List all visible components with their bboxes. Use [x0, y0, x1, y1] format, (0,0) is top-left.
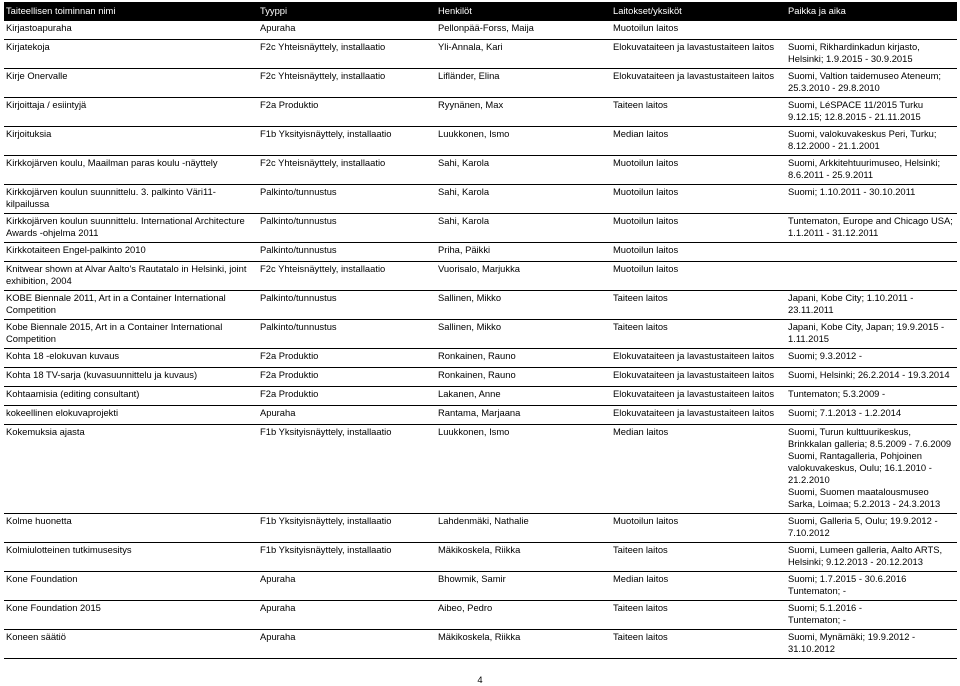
cell-type: Palkinto/tunnustus — [258, 185, 436, 214]
cell-people: Sahi, Karola — [436, 185, 611, 214]
cell-name: Kokemuksia ajasta — [4, 425, 258, 514]
cell-name: Knitwear shown at Alvar Aalto's Rautatalo in Helsinki, joint exhibition, 2004 — [4, 262, 258, 291]
table-row — [4, 21, 957, 40]
table-row — [4, 40, 957, 69]
cell-institutions: Elokuvataiteen ja lavastustaiteen laitos — [611, 40, 786, 69]
cell-institutions: Muotoilun laitos — [611, 243, 786, 262]
cell-type: Apuraha — [258, 572, 436, 601]
cell-people: Ronkainen, Rauno — [436, 368, 611, 387]
cell-type: F2a Produktio — [258, 349, 436, 368]
cell-name: Kirkkojärven koulun suunnittelu. International Architecture Awards -ohjelma 2011 — [4, 214, 258, 243]
table-header-row — [4, 2, 957, 21]
cell-type: F2c Yhteisnäyttely, installaatio — [258, 40, 436, 69]
table-row — [4, 514, 957, 543]
cell-name: Kohta 18 TV-sarja (kuvasuunnittelu ja kuvaus) — [4, 368, 258, 387]
cell-place: Suomi; 7.1.2013 - 1.2.2014 — [786, 406, 957, 425]
cell-name: Kone Foundation 2015 — [4, 601, 258, 630]
table-row — [4, 543, 957, 572]
header-people: Henkilöt — [436, 2, 611, 21]
cell-institutions: Muotoilun laitos — [611, 214, 786, 243]
cell-place: Suomi; 5.1.2016 - Tuntematon; - — [786, 601, 957, 630]
cell-place — [786, 243, 957, 262]
cell-name: Kohtaamisia (editing consultant) — [4, 387, 258, 406]
cell-people: Lahdenmäki, Nathalie — [436, 514, 611, 543]
cell-institutions: Median laitos — [611, 425, 786, 514]
cell-institutions: Elokuvataiteen ja lavastustaiteen laitos — [611, 368, 786, 387]
cell-place: Suomi, LéSPACE 11/2015 Turku 9.12.15; 12.8.2015 - 21.11.2015 — [786, 98, 957, 127]
cell-people: Sahi, Karola — [436, 214, 611, 243]
cell-people: Sallinen, Mikko — [436, 320, 611, 349]
cell-institutions: Taiteen laitos — [611, 630, 786, 659]
table-body — [4, 21, 957, 659]
cell-institutions: Taiteen laitos — [611, 320, 786, 349]
cell-type: F2c Yhteisnäyttely, installaatio — [258, 262, 436, 291]
cell-name: Kirjastoapuraha — [4, 21, 258, 40]
cell-people: Sallinen, Mikko — [436, 291, 611, 320]
cell-place: Tuntematon, Europe and Chicago USA; 1.1.2011 - 31.12.2011 — [786, 214, 957, 243]
cell-type: Apuraha — [258, 601, 436, 630]
cell-institutions: Taiteen laitos — [611, 291, 786, 320]
table-row — [4, 98, 957, 127]
cell-place: Japani, Kobe City; 1.10.2011 - 23.11.2011 — [786, 291, 957, 320]
cell-name: Kirkkojärven koulun suunnittelu. 3. palkinto Väri11-kilpailussa — [4, 185, 258, 214]
cell-name: Kirjoituksia — [4, 127, 258, 156]
cell-name: KOBE Biennale 2011, Art in a Container International Competition — [4, 291, 258, 320]
cell-place: Suomi, Rikhardinkadun kirjasto, Helsinki; 1.9.2015 - 30.9.2015 — [786, 40, 957, 69]
cell-institutions: Muotoilun laitos — [611, 262, 786, 291]
header-place: Paikka ja aika — [786, 2, 957, 21]
table-row — [4, 291, 957, 320]
table-row — [4, 425, 957, 514]
cell-type: Apuraha — [258, 406, 436, 425]
cell-people: Lakanen, Anne — [436, 387, 611, 406]
cell-name: Kolme huonetta — [4, 514, 258, 543]
cell-type: F1b Yksityisnäyttely, installaatio — [258, 543, 436, 572]
cell-people: Ronkainen, Rauno — [436, 349, 611, 368]
cell-institutions: Median laitos — [611, 127, 786, 156]
cell-type: F2a Produktio — [258, 387, 436, 406]
cell-institutions: Elokuvataiteen ja lavastustaiteen laitos — [611, 406, 786, 425]
cell-people: Mäkikoskela, Riikka — [436, 630, 611, 659]
page-number: 4 — [477, 674, 483, 685]
table-row — [4, 69, 957, 98]
activity-table — [4, 2, 957, 659]
header-type: Tyyppi — [258, 2, 436, 21]
table-row — [4, 156, 957, 185]
cell-name: Kobe Biennale 2015, Art in a Container International Competition — [4, 320, 258, 349]
cell-name: Koneen säätiö — [4, 630, 258, 659]
cell-people: Vuorisalo, Marjukka — [436, 262, 611, 291]
cell-name: Kirkkotaiteen Engel-palkinto 2010 — [4, 243, 258, 262]
cell-place: Suomi; 1.10.2011 - 30.10.2011 — [786, 185, 957, 214]
cell-type: Palkinto/tunnustus — [258, 320, 436, 349]
cell-place: Suomi, valokuvakeskus Peri, Turku; 8.12.2000 - 21.1.2001 — [786, 127, 957, 156]
cell-institutions: Taiteen laitos — [611, 543, 786, 572]
cell-name: Kirje Onervalle — [4, 69, 258, 98]
cell-people: Sahi, Karola — [436, 156, 611, 185]
cell-type: F2a Produktio — [258, 368, 436, 387]
table-row — [4, 630, 957, 659]
cell-type: F2c Yhteisnäyttely, installaatio — [258, 156, 436, 185]
cell-people: Luukkonen, Ismo — [436, 425, 611, 514]
cell-name: kokeellinen elokuvaprojekti — [4, 406, 258, 425]
cell-people: Lifländer, Elina — [436, 69, 611, 98]
cell-people: Bhowmik, Samir — [436, 572, 611, 601]
cell-type: Palkinto/tunnustus — [258, 243, 436, 262]
cell-institutions: Elokuvataiteen ja lavastustaiteen laitos — [611, 349, 786, 368]
header-name: Taiteellisen toiminnan nimi — [4, 2, 258, 21]
cell-place: Suomi, Turun kulttuurikeskus, Brinkkalan galleria; 8.5.2009 - 7.6.2009 Suomi, Rantagalleria, Pohjoinen valokuvakeskus, Oulu; 16.1.2010 - 21.2.2010 Suomi, Suomen maatalousmuseo Sarka, Loimaa; 5.2.2013 - 24.3.2013 — [786, 425, 957, 514]
header-institutions: Laitokset/yksiköt — [611, 2, 786, 21]
cell-institutions: Median laitos — [611, 572, 786, 601]
cell-institutions: Muotoilun laitos — [611, 185, 786, 214]
cell-people: Priha, Päikki — [436, 243, 611, 262]
table-row — [4, 387, 957, 406]
cell-people: Mäkikoskela, Riikka — [436, 543, 611, 572]
cell-institutions: Muotoilun laitos — [611, 514, 786, 543]
cell-institutions: Muotoilun laitos — [611, 156, 786, 185]
table-row — [4, 601, 957, 630]
cell-name: Kohta 18 -elokuvan kuvaus — [4, 349, 258, 368]
cell-type: F1b Yksityisnäyttely, installaatio — [258, 127, 436, 156]
cell-institutions: Elokuvataiteen ja lavastustaiteen laitos — [611, 69, 786, 98]
table-row — [4, 214, 957, 243]
cell-people: Pellonpää-Forss, Maija — [436, 21, 611, 40]
cell-place: Suomi, Galleria 5, Oulu; 19.9.2012 - 7.10.2012 — [786, 514, 957, 543]
cell-type: F2c Yhteisnäyttely, installaatio — [258, 69, 436, 98]
cell-institutions: Muotoilun laitos — [611, 21, 786, 40]
table-row — [4, 243, 957, 262]
cell-type: Palkinto/tunnustus — [258, 214, 436, 243]
cell-place: Suomi; 1.7.2015 - 30.6.2016 Tuntematon; - — [786, 572, 957, 601]
cell-name: Kirjoittaja / esiintyjä — [4, 98, 258, 127]
table-row — [4, 406, 957, 425]
cell-name: Kirjatekoja — [4, 40, 258, 69]
table-row — [4, 127, 957, 156]
cell-place: Suomi, Arkkitehtuurimuseo, Helsinki; 8.6.2011 - 25.9.2011 — [786, 156, 957, 185]
cell-institutions: Taiteen laitos — [611, 98, 786, 127]
cell-people: Ryynänen, Max — [436, 98, 611, 127]
table-row — [4, 185, 957, 214]
cell-name: Kirkkojärven koulu, Maailman paras koulu -näyttely — [4, 156, 258, 185]
cell-place: Suomi, Helsinki; 26.2.2014 - 19.3.2014 — [786, 368, 957, 387]
cell-people: Rantama, Marjaana — [436, 406, 611, 425]
cell-place — [786, 262, 957, 291]
cell-institutions: Elokuvataiteen ja lavastustaiteen laitos — [611, 387, 786, 406]
table-row — [4, 572, 957, 601]
cell-people: Aibeo, Pedro — [436, 601, 611, 630]
cell-place: Suomi; 9.3.2012 - — [786, 349, 957, 368]
cell-place: Japani, Kobe City, Japan; 19.9.2015 - 1.11.2015 — [786, 320, 957, 349]
cell-place: Suomi, Mynämäki; 19.9.2012 - 31.10.2012 — [786, 630, 957, 659]
cell-name: Kone Foundation — [4, 572, 258, 601]
cell-institutions: Taiteen laitos — [611, 601, 786, 630]
table-row — [4, 262, 957, 291]
table-row — [4, 349, 957, 368]
table-row — [4, 368, 957, 387]
cell-type: F1b Yksityisnäyttely, installaatio — [258, 425, 436, 514]
cell-place: Suomi, Valtion taidemuseo Ateneum; 25.3.2010 - 29.8.2010 — [786, 69, 957, 98]
cell-type: Palkinto/tunnustus — [258, 291, 436, 320]
cell-place: Tuntematon; 5.3.2009 - — [786, 387, 957, 406]
cell-name: Kolmiulotteinen tutkimusesitys — [4, 543, 258, 572]
table-row — [4, 320, 957, 349]
cell-people: Yli-Annala, Kari — [436, 40, 611, 69]
cell-type: Apuraha — [258, 21, 436, 40]
cell-type: F1b Yksityisnäyttely, installaatio — [258, 514, 436, 543]
cell-place: Suomi, Lumeen galleria, Aalto ARTS, Helsinki; 9.12.2013 - 20.12.2013 — [786, 543, 957, 572]
cell-people: Luukkonen, Ismo — [436, 127, 611, 156]
cell-type: Apuraha — [258, 630, 436, 659]
cell-place — [786, 21, 957, 40]
cell-type: F2a Produktio — [258, 98, 436, 127]
